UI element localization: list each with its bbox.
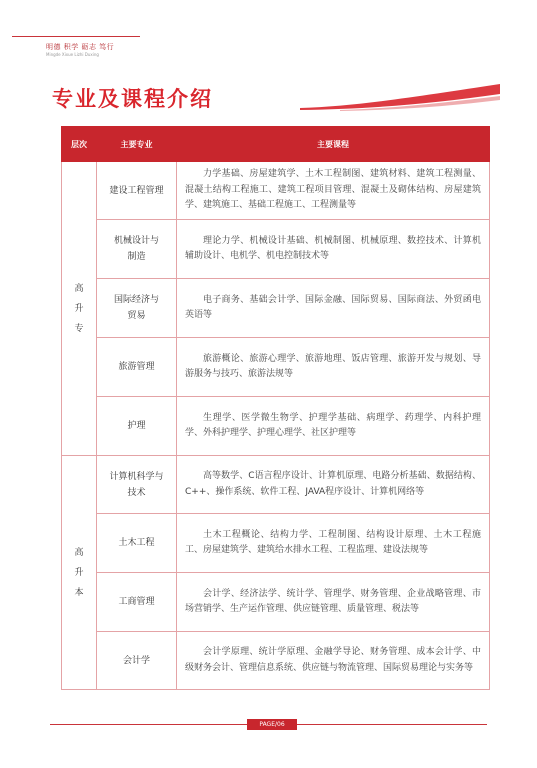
major-cell: 土木工程: [97, 514, 177, 573]
header-rule: [12, 36, 140, 37]
table-row: [62, 573, 490, 632]
courses-cell: 电子商务、基础会计学、国际金融、国际贸易、国际商法、外贸函电英语等: [177, 279, 490, 338]
page-title: 专业及课程介绍: [52, 87, 213, 111]
courses-cell: 会计学、经济法学、统计学、管理学、财务管理、企业战略管理、市场营销学、生产运作管理、供应链管理、质量管理、税法等: [177, 573, 490, 632]
table-row: [62, 397, 490, 456]
course-table: [61, 126, 490, 690]
major-cell: 护理: [97, 397, 177, 456]
courses-cell: 旅游概论、旅游心理学、旅游地理、饭店管理、旅游开发与规划、导游服务与技巧、旅游法规等: [177, 338, 490, 397]
table-row: [62, 632, 490, 690]
footer-rule-left: [50, 724, 247, 725]
title-swoosh-decoration: [300, 82, 500, 112]
courses-cell: 高等数学、C语言程序设计、计算机原理、电路分析基础、数据结构、C++、操作系统、软件工程、JAVA程序设计、计算机网络等: [177, 456, 490, 514]
level-label: 高升本: [74, 547, 84, 598]
header-courses: 主要课程: [177, 127, 490, 162]
major-cell: 旅游管理: [97, 338, 177, 397]
page-number: PAGE/06: [247, 719, 297, 730]
table-row: [62, 279, 490, 338]
major-cell: 机械设计与制造: [97, 220, 177, 279]
courses-cell: 生理学、医学微生物学、护理学基础、病理学、药理学、内科护理学、外科护理学、护理心理学、社区护理等: [177, 397, 490, 456]
level-label: 高升专: [74, 283, 84, 334]
courses-cell: 土木工程概论、结构力学、工程制图、结构设计原理、土木工程施工、房屋建筑学、建筑给水排水工程、工程监理、建设法规等: [177, 514, 490, 573]
header-level: 层次: [62, 127, 97, 162]
courses-cell: 理论力学、机械设计基础、机械制图、机械原理、数控技术、计算机辅助设计、电机学、机电控制技术等: [177, 220, 490, 279]
table-header-row: [62, 127, 490, 162]
footer-rule-right: [297, 724, 487, 725]
level-cell: [62, 162, 97, 456]
table-row: [62, 338, 490, 397]
major-cell: 国际经济与贸易: [97, 279, 177, 338]
major-cell: 计算机科学与技术: [97, 456, 177, 514]
courses-cell: 会计学原理、统计学原理、金融学导论、财务管理、成本会计学、中级财务会计、管理信息系统、供应链与物流管理、国际贸易理论与实务等: [177, 632, 490, 690]
level-cell: [62, 456, 97, 690]
table-row: [62, 162, 490, 220]
major-cell: 工商管理: [97, 573, 177, 632]
table-row: [62, 514, 490, 573]
major-cell: 建设工程管理: [97, 162, 177, 220]
major-cell: 会计学: [97, 632, 177, 690]
table-row: [62, 220, 490, 279]
school-motto: 明德 积学 砺志 笃行: [46, 43, 115, 51]
courses-cell: 力学基础、房屋建筑学、土木工程制图、建筑材料、建筑工程测量、混凝土结构工程施工、建筑工程项目管理、混凝土及砌体结构、房屋建筑学、建筑施工、基础工程施工、工程测量等: [177, 162, 490, 220]
school-motto-english: Mingde Xixue Lizhi Duxing: [46, 52, 99, 57]
header-major: 主要专业: [97, 127, 177, 162]
table-row: [62, 456, 490, 514]
